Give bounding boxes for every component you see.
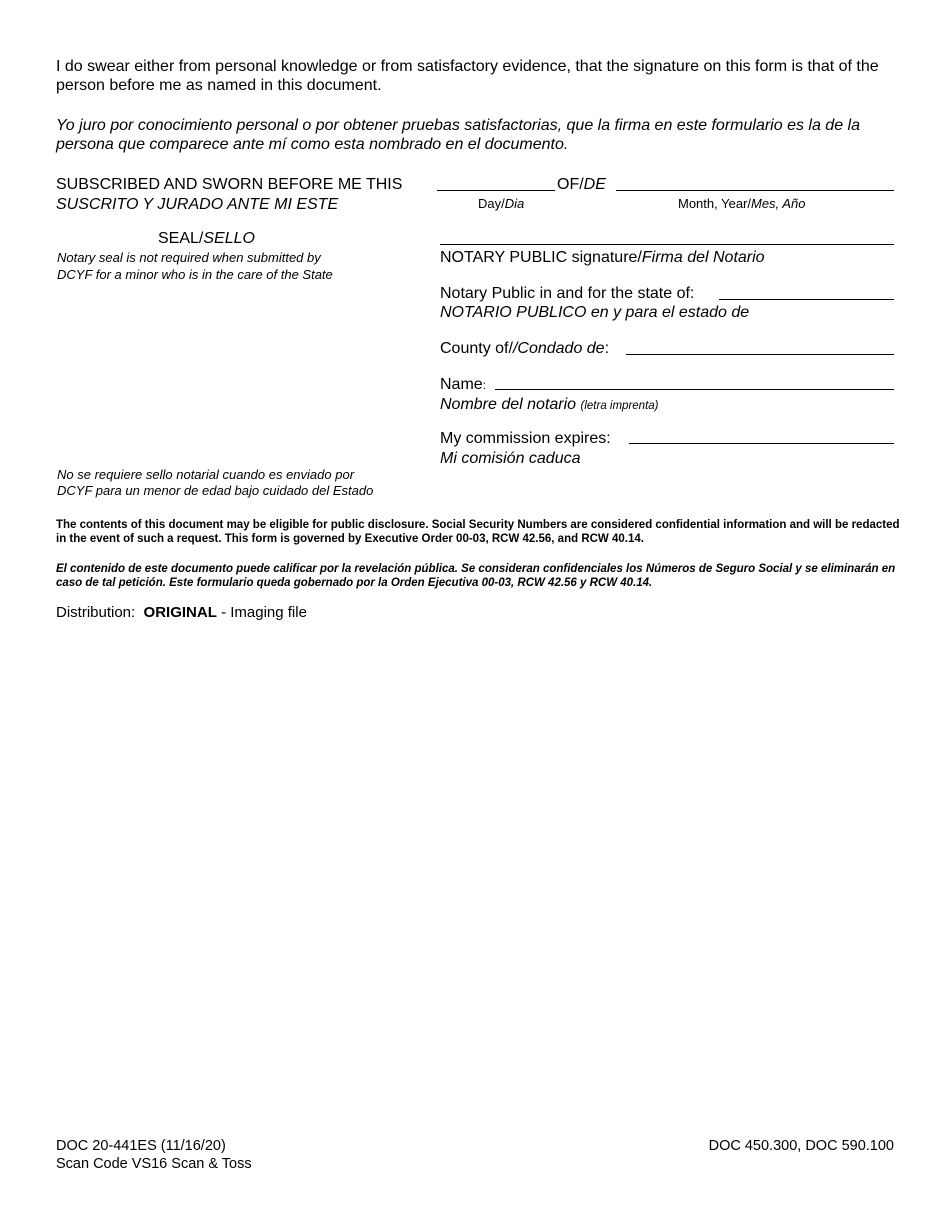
distribution-line <box>56 604 307 621</box>
subscribed-spanish: SUSCRITO Y JURADO ANTE MI ESTE <box>56 196 339 213</box>
seal-label-es: SELLO <box>203 230 255 247</box>
notary-state-field-line[interactable] <box>719 299 894 300</box>
day-caption <box>478 196 524 212</box>
disclosure-spanish: El contenido de este documento puede calificar por la revelación pública. Se consideran confidenciales los Números de Seguro Social y se eliminarán en caso de tal petición. Este formulario queda gobernado por la Orden Ejecutiva 00-03, RCW 42.56 y RCW 40.14. <box>56 563 896 589</box>
day-caption-en: Day/ <box>478 196 505 211</box>
distribution-label: Distribution: <box>56 604 136 621</box>
of-label <box>557 175 606 194</box>
month-caption-es: Mes, Año <box>751 196 806 211</box>
distribution-original: ORIGINAL <box>143 604 217 621</box>
county-label-sep: / <box>512 340 518 357</box>
notary-state-label-en: Notary Public in and for the state of: <box>440 285 695 302</box>
name-label <box>440 375 486 396</box>
seal-note-spanish-line-1: No se requiere sello notarial cuando es enviado por <box>57 467 355 482</box>
day-caption-es: Dia <box>504 196 525 211</box>
month-caption-en: Month, Year/ <box>678 196 751 211</box>
subscribed-english: SUBSCRIBED AND SWORN BEFORE ME THIS <box>56 176 403 193</box>
distribution-rest: - Imaging file <box>221 604 307 621</box>
month-year-field-line[interactable] <box>616 190 894 191</box>
day-field-line[interactable] <box>437 190 555 191</box>
notary-signature-label-en: NOTARY PUBLIC signature/ <box>440 249 642 266</box>
policy-reference: DOC 450.300, DOC 590.100 <box>708 1138 894 1154</box>
notary-signature-label-es: Firma del Notario <box>641 249 765 266</box>
name-label-colon: : <box>482 380 486 392</box>
county-label-es: Condado de <box>517 340 605 357</box>
seal-note-english-line-2: DCYF for a minor who is in the care of the State <box>57 267 333 282</box>
month-year-caption <box>678 196 805 212</box>
county-label-colon: : <box>604 340 610 357</box>
seal-label <box>158 229 255 248</box>
notary-signature-label <box>440 248 765 267</box>
of-label-es: DE <box>583 176 606 193</box>
name-label-es: Nombre del notario <box>440 396 577 413</box>
county-label <box>440 339 609 358</box>
of-label-en: OF/ <box>557 176 584 193</box>
commission-label-es: Mi comisión caduca <box>440 450 581 467</box>
name-label-es-small: (letra imprenta) <box>580 400 659 412</box>
notary-state-label-es: NOTARIO PUBLICO en y para el estado de <box>440 304 750 321</box>
name-label-en: Name <box>440 376 483 393</box>
disclosure-english: The contents of this document may be eligible for public disclosure. Social Security Numbers are considered confidential information and will be redacted in the event of such a request. This form is governed by Executive Order 00-03, RCW 42.56, and RCW 40.14. <box>56 519 900 545</box>
county-label-en: County of/ <box>440 340 513 357</box>
oath-spanish: Yo juro por conocimiento personal o por obtener pruebas satisfactorias, que la firma en este formulario es la de la persona que comparece ante mí como esta nombrado en el documento. <box>56 117 860 153</box>
name-field-line[interactable] <box>495 389 894 390</box>
notary-signature-line[interactable] <box>440 244 894 245</box>
name-label-spanish <box>440 395 659 416</box>
seal-label-en: SEAL/ <box>158 230 204 247</box>
county-field-line[interactable] <box>626 354 894 355</box>
scan-code: Scan Code VS16 Scan & Toss <box>56 1156 252 1172</box>
commission-label-en: My commission expires: <box>440 430 611 447</box>
seal-note-spanish-line-2: DCYF para un menor de edad bajo cuidado del Estado <box>57 483 374 498</box>
form-number: DOC 20-441ES (11/16/20) <box>56 1138 226 1154</box>
commission-field-line[interactable] <box>629 443 894 444</box>
seal-note-english-line-1: Notary seal is not required when submitted by <box>57 250 321 265</box>
oath-english: I do swear either from personal knowledge or from satisfactory evidence, that the signature on this form is that of the person before me as named in this document. <box>56 58 879 94</box>
